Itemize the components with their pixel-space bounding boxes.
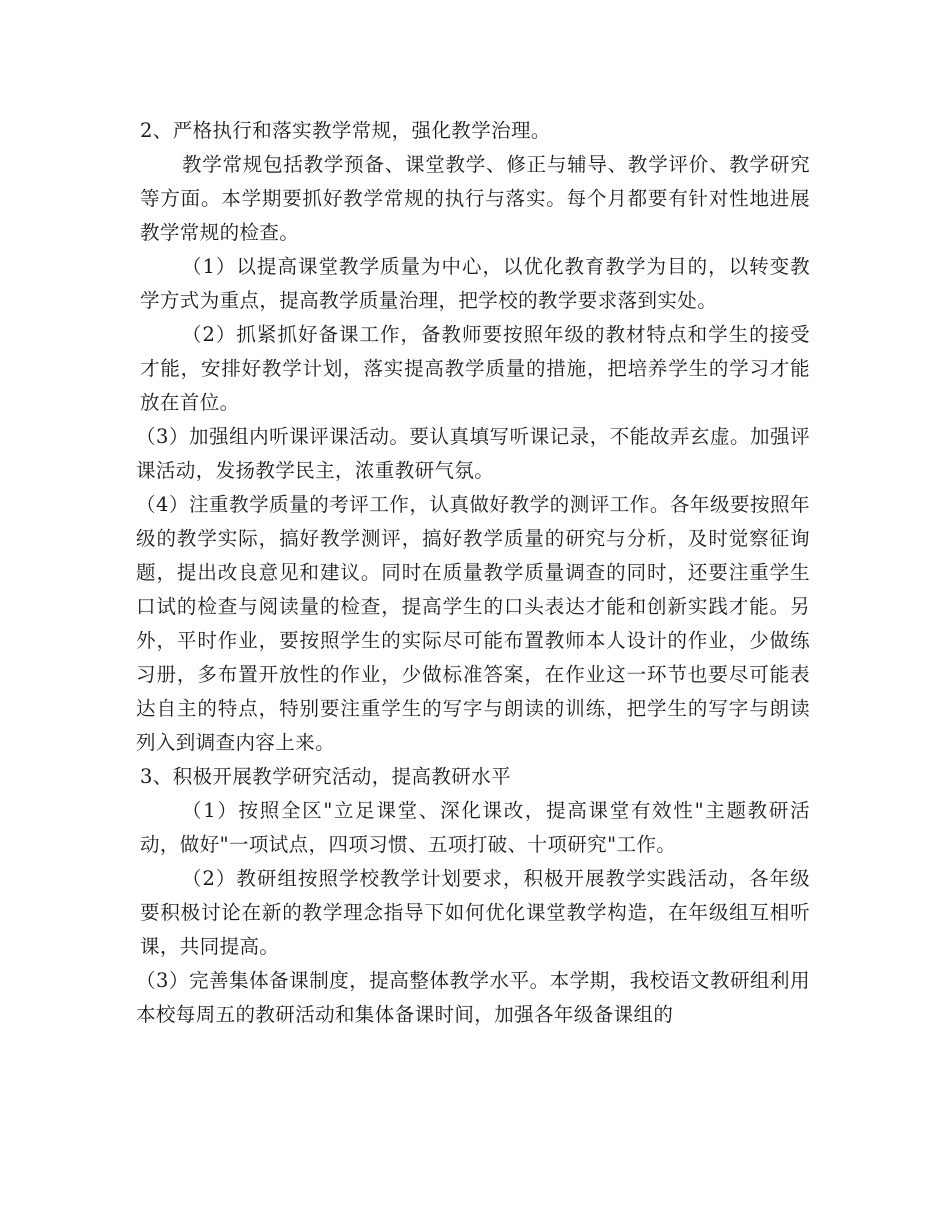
heading-item-3: 3、积极开展教学研究活动，提高教研水平 [140,765,512,788]
heading-item-2: 2、严格执行和落实教学常规，强化教学治理。 [140,119,551,142]
list-item: （2）教研组按照学校教学计划要求，积极开展教学实践活动，各年级要积极讨论在新的教学理念指导下如何优化课堂教学构造，在年级组互相听课，共同提高。 [140,867,810,958]
list-item: （3）完善集体备课制度，提高整体教学水平。本学期，我校语文教研组利用本校每周五的教研活动和集体备课时间，加强各年级备课组的 [136,969,810,1026]
document-body [136,114,810,1032]
list-item: （4）注重教学质量的考评工作，认真做好教学的测评工作。各年级要按照年级的教学实际，搞好教学测评，搞好教学质量的研究与分析，及时觉察征询题，提出改良意见和建议。同时在质量教学质量调查的同时，还要注重学生口试的检查与阅读量的检查，提高学生的口头表达才能和创新实践才能。另外，平时作业，要按照学生的实际尽可能布置教师本人设计的作业，少做练习册，多布置开放性的作业，少做标准答案，在作业这一环节也要尽可能表达自主的特点，特别要注重学生的写字与朗读的训练，把学生的写字与朗读列入到调查内容上来。 [136,493,810,754]
list-item: （1）按照全区"立足课堂、深化课改，提高课堂有效性"主题教研活动，做好"一项试点，四项习惯、五项打破、十项研究"工作。 [140,799,810,856]
list-item: （3）加强组内听课评课活动。要认真填写听课记录，不能故弄玄虚。加强评课活动，发扬教学民主，浓重教研气氛。 [136,425,810,482]
list-item: （1）以提高课堂教学质量为中心，以优化教育教学为目的，以转变教学方式为重点，提高教学质量治理，把学校的教学要求落到实处。 [140,255,810,312]
list-item: （2）抓紧抓好备课工作，备教师要按照年级的教材特点和学生的接受才能，安排好教学计划，落实提高教学质量的措施，把培养学生的学习才能放在首位。 [140,323,810,414]
paragraph: 教学常规包括教学预备、课堂教学、修正与辅导、教学评价、教学研究等方面。本学期要抓好教学常规的执行与落实。每个月都要有针对性地进展教学常规的检查。 [140,153,810,244]
